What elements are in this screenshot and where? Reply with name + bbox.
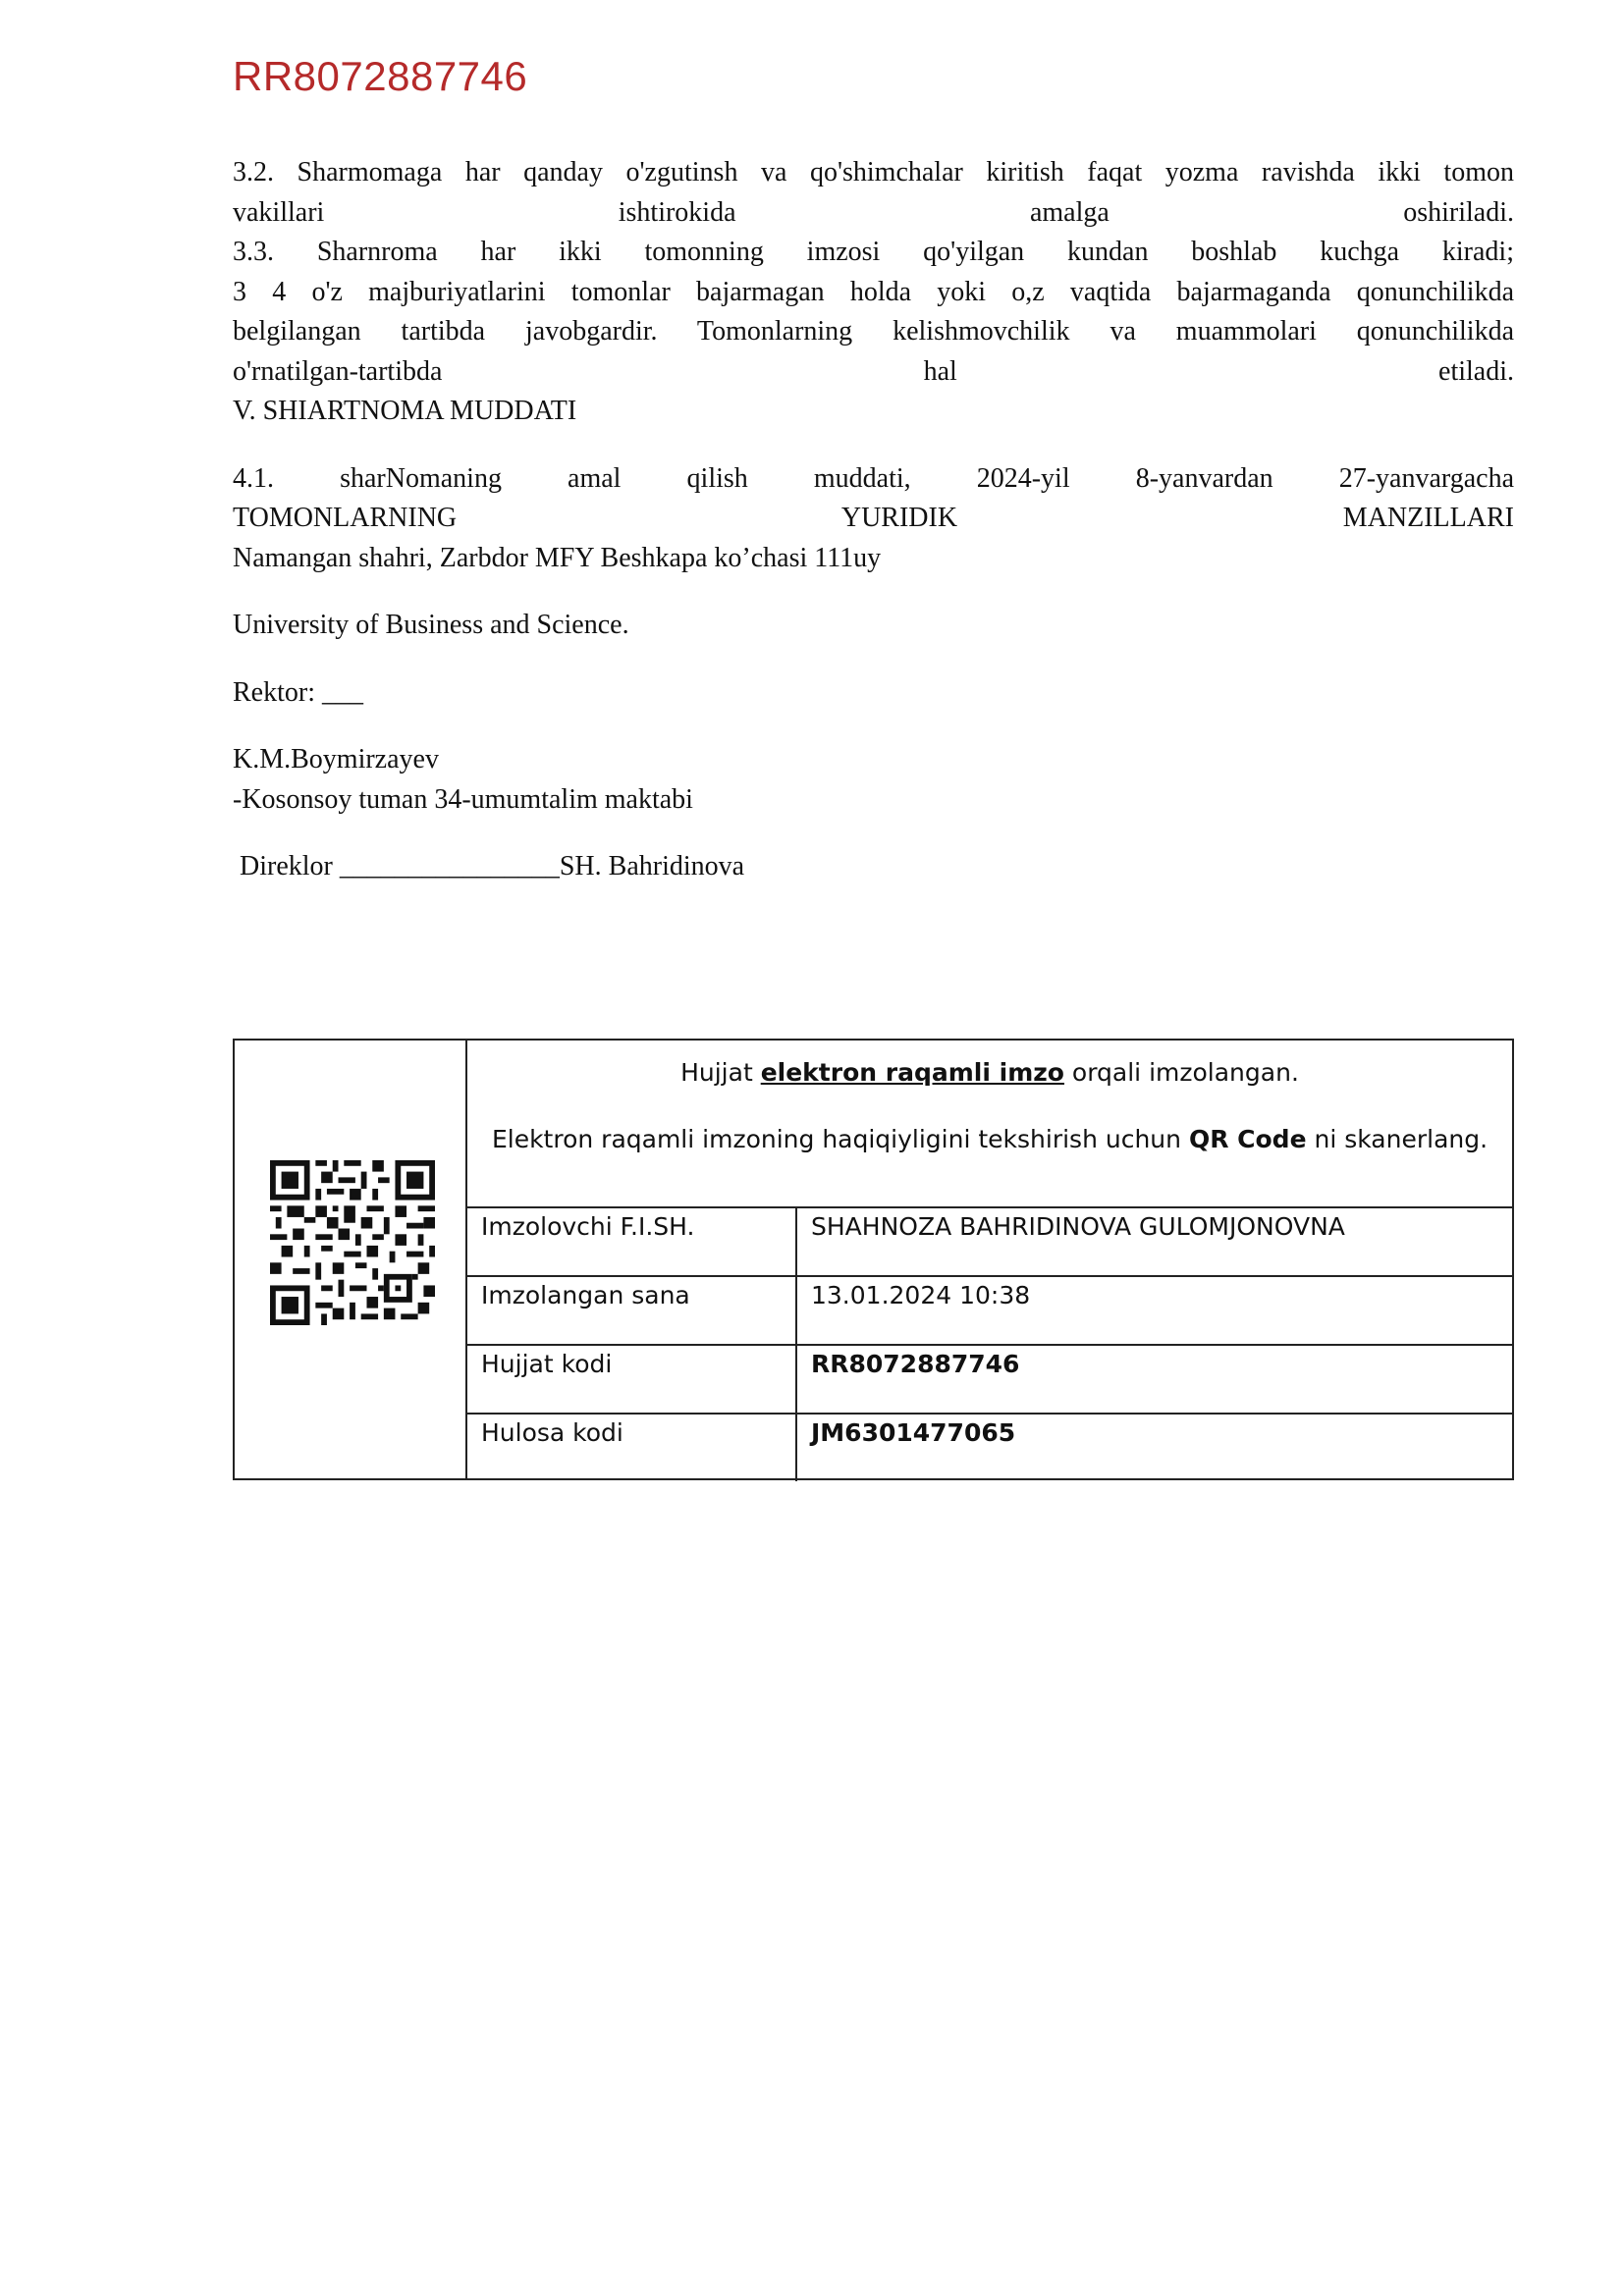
contract-paragraph-3 [233,740,1514,820]
contract-paragraph-1 [233,153,1514,432]
table-row [467,1415,1512,1481]
qr-instruction: Elektron raqamli imzoning haqiqiyligini tekshirish uchun QR Code ni skanerlang. [491,1125,1489,1153]
signature-header [467,1041,1512,1208]
signed-date-value: 13.01.2024 10:38 [811,1281,1031,1309]
signer-label: Imzolovchi F.I.SH. [467,1208,797,1275]
rektor-line: Rektor: ___ [233,676,363,708]
university-name: University of Business and Science. [233,610,629,640]
text-line: 3 4 o'z majburiyatlarini tomonlar bajarmagan holda yoki o,z vaqtida bajarmaganda qonunchilikda [233,276,1514,307]
text-line: 3.3. Sharnroma har ikki tomonning imzosi qo'yilgan kundan boshlab kuchga kiradi; [233,237,1514,267]
contract-text [233,153,1514,887]
table-row [467,1277,1512,1346]
contract-paragraph-2 [233,459,1514,579]
text-line: o'rnatilgan-tartibda hal etiladi. [233,355,1514,387]
table-row [467,1208,1512,1277]
conclusion-code-label: Hulosa kodi [467,1415,797,1481]
signed-date-label: Imzolangan sana [467,1277,797,1344]
text-line: 4.1. sharNomaning amal qilish muddati, 2024-yil 8-yanvardan 27-yanvargacha [233,462,1514,494]
table-row [467,1346,1512,1415]
text-line: belgilangan tartibda javobgardir. Tomonlarning kelishmovchilik va muammolari qonunchilikda [233,316,1514,347]
signature-notice: Hujjat elektron raqamli imzo orqali imzolangan. [680,1058,1299,1087]
text-line: 3.2. Sharmomaga har qanday o'zgutinsh va qo'shimchalar kiritish faqat yozma ravishda ikki tomon [233,157,1514,187]
document-code: RR8072887746 [233,53,528,99]
conclusion-code-value: JM6301477065 [811,1418,1016,1447]
direktor-line: Direklor ________________SH. Bahridinova [233,851,745,881]
qr-code-icon[interactable] [270,1160,435,1325]
section-heading: V. SHIARTNOMA MUDDATI [233,396,577,426]
document-code-value: RR8072887746 [811,1350,1020,1378]
address-line: Namangan shahri, Zarbdor MFY Beshkapa ko’chasi 111uy [233,542,882,573]
section-heading: TOMONLARNING YURIDIK MANZILLARI [233,503,1514,533]
document-code-label: Hujjat kodi [467,1346,797,1413]
qr-cell [235,1041,467,1478]
e-signature-link[interactable]: elektron raqamli imzo [760,1058,1064,1087]
signatory-name: K.M.Boymirzayev [233,744,439,774]
e-signature-box [233,1039,1514,1480]
text-line: vakillari ishtirokida amalga oshiriladi. [233,196,1514,228]
school-name: -Kosonsoy tuman 34-umumtalim maktabi [233,783,693,815]
signer-value: SHAHNOZA BAHRIDINOVA GULOMJONOVNA [811,1212,1345,1241]
signature-table [467,1208,1512,1481]
